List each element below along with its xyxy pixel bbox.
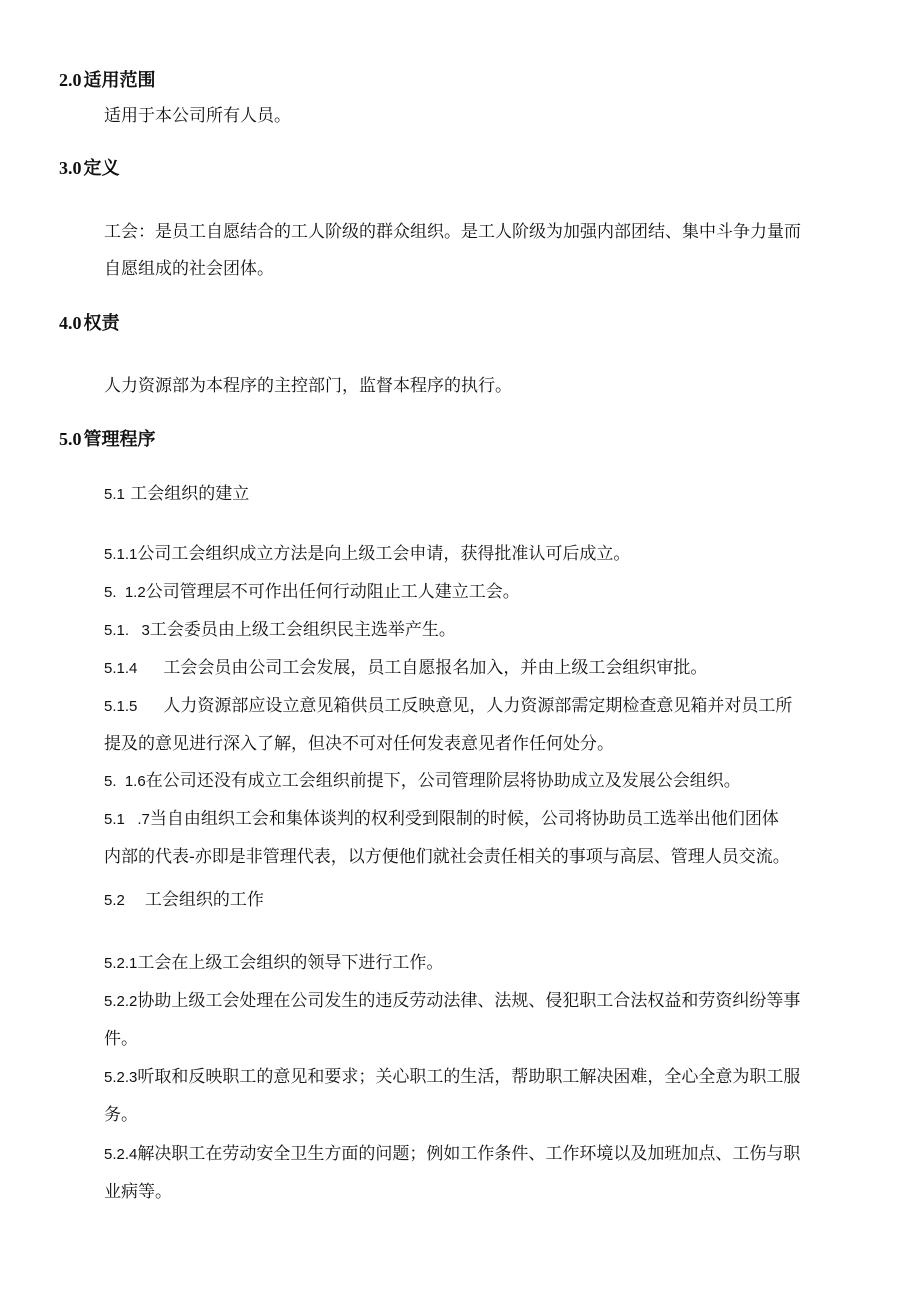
- heading-title: 管理程序: [83, 429, 156, 450]
- heading-title: 权责: [83, 313, 120, 334]
- item-number: 5.1.5: [104, 698, 138, 715]
- item-text: 工会委员由上级工会组织民主选举产生。: [149, 620, 456, 640]
- item-5-2-4-line-2: 业病等。: [104, 1182, 172, 1202]
- item-text: 人力资源部应设立意见箱供员工反映意见，人力资源部需定期检查意见箱并对员工所: [163, 696, 793, 716]
- item-text: 公司管理层不可作出任何行动阻止工人建立工会。: [145, 582, 520, 602]
- item-number: 5.1 .7: [104, 811, 150, 828]
- item-5-2-2-line-1: [104, 983, 800, 1020]
- item-text: 解决职工在劳动安全卫生方面的问题；例如工作条件、工作环境以及加班加点、工伤与职: [137, 1144, 801, 1164]
- item-5-1-7-line-2: 内部的代表-亦即是非管理代表，以方便他们就社会责任相关的事项与高层、管理人员交流。: [104, 847, 790, 867]
- item-number: 5.2.4: [104, 1146, 138, 1163]
- item-text: 当自由组织工会和集体谈判的权利受到限制的时候，公司将协助员工选举出他们团体: [149, 809, 779, 829]
- item-number: 5.2.1: [104, 955, 138, 972]
- item-5-1-6: [104, 763, 741, 800]
- heading-definition: [59, 154, 120, 180]
- item-5-1-1: [104, 536, 630, 573]
- heading-scope: [59, 66, 156, 92]
- heading-number: 4.0: [59, 313, 82, 333]
- item-text: 工会在上级工会组织的领导下进行工作。: [137, 953, 444, 973]
- item-text: 在公司还没有成立工会组织前提下，公司管理阶层将协助成立及发展公会组织。: [145, 771, 741, 791]
- heading-title: 定义: [83, 158, 120, 179]
- definition-line-1: 工会：是员工自愿结合的工人阶级的群众组织。是工人阶级为加强内部团结、集中斗争力量而: [104, 222, 801, 242]
- item-text: 工会组织的工作: [144, 890, 264, 910]
- item-number: 5. 1.2: [104, 584, 146, 601]
- item-5-1-2: [104, 574, 520, 611]
- item-5-1-5-line-2: 提及的意见进行深入了解，但决不可对任何发表意见者作任何处分。: [104, 734, 614, 754]
- item-number: 5.2: [104, 892, 125, 909]
- item-number: 5.1: [104, 486, 125, 503]
- item-number: 5.1.1: [104, 546, 138, 563]
- item-text: 公司工会组织成立方法是向上级工会申请，获得批准认可后成立。: [137, 544, 631, 564]
- subsection-5-1: [104, 476, 249, 513]
- item-text: 工会组织的建立: [130, 484, 250, 504]
- heading-title: 适用范围: [83, 70, 156, 91]
- definition-line-2: 自愿组成的社会团体。: [104, 259, 274, 279]
- item-5-2-3-line-1: [104, 1059, 800, 1096]
- heading-authority: [59, 309, 120, 335]
- heading-number: 3.0: [59, 158, 82, 178]
- heading-procedure: [59, 425, 156, 451]
- item-5-1-7-line-1: [104, 801, 779, 838]
- heading-number: 5.0: [59, 429, 82, 449]
- item-number: 5.2.3: [104, 1069, 138, 1086]
- item-5-2-2-line-2: 件。: [104, 1029, 138, 1049]
- item-5-2-1: [104, 945, 443, 982]
- item-text: 工会会员由公司工会发展，员工自愿报名加入，并由上级工会组织审批。: [163, 658, 708, 678]
- scope-text: 适用于本公司所有人员。: [104, 106, 291, 126]
- item-5-2-4-line-1: [104, 1136, 800, 1173]
- item-text: 协助上级工会处理在公司发生的违反劳动法律、法规、侵犯职工合法权益和劳资纠纷等事: [137, 991, 801, 1011]
- item-5-1-4: [104, 650, 707, 687]
- heading-number: 2.0: [59, 70, 82, 90]
- item-number: 5.1.4: [104, 660, 138, 677]
- item-number: 5.1. 3: [104, 622, 150, 639]
- item-text: 听取和反映职工的意见和要求；关心职工的生活，帮助职工解决困难，全心全意为职工服: [137, 1067, 801, 1087]
- item-5-1-3: [104, 612, 456, 649]
- authority-text: 人力资源部为本程序的主控部门，监督本程序的执行。: [104, 376, 512, 396]
- subsection-5-2: [104, 882, 264, 919]
- item-5-1-5-line-1: [104, 688, 792, 725]
- item-number: 5.2.2: [104, 993, 138, 1010]
- item-5-2-3-line-2: 务。: [104, 1105, 138, 1125]
- item-number: 5. 1.6: [104, 773, 146, 790]
